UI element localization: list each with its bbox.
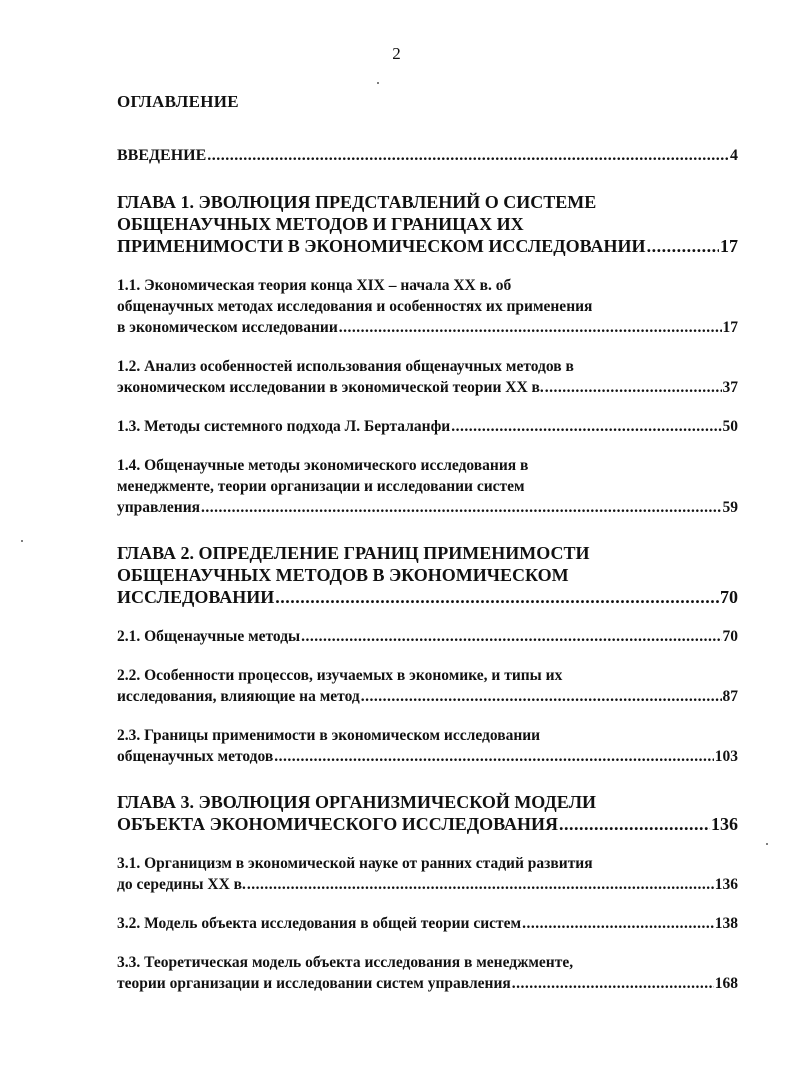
toc-page-number: 136: [711, 814, 738, 834]
toc-entry-line: 2.2. Особенности процессов, изучаемых в экономике, и типы их: [117, 667, 563, 684]
toc-entry-text: ИССЛЕДОВАНИИ: [117, 587, 275, 607]
toc-entry-text: ОБЪЕКТА ЭКОНОМИЧЕСКОГО ИССЛЕДОВАНИЯ: [117, 814, 559, 834]
toc-entry-text: до середины XX в.: [117, 876, 246, 893]
toc-entry-text: общенаучных методов: [117, 748, 274, 765]
dot-leader: [361, 686, 722, 707]
toc-entry-line: 1.4. Общенаучные методы экономического исследования в: [117, 457, 529, 474]
toc-entry-text: в экономическом исследовании: [117, 319, 338, 336]
scan-speck: [377, 82, 379, 84]
toc-entry-text: экономическом исследовании в экономической теории XX в.: [117, 379, 544, 396]
toc-section-entry: [117, 626, 738, 647]
dot-leader: [207, 145, 729, 167]
toc-section-entry: [117, 853, 738, 895]
dot-leader: [274, 746, 714, 767]
toc-entry-line: общенаучных методах исследования и особенностях их применения: [117, 298, 593, 315]
toc-entry-leader-line: [117, 973, 738, 994]
dot-leader: [247, 874, 714, 895]
toc-entry-line: менеджменте, теории организации и исследовании систем: [117, 478, 525, 495]
toc-entry-line: ОБЩЕНАУЧНЫХ МЕТОДОВ И ГРАНИЦАХ ИХ: [117, 214, 524, 234]
toc-page-number: 4: [730, 147, 738, 164]
toc-entry-leader-line: [117, 913, 738, 934]
toc-page-number: 87: [722, 688, 738, 705]
toc-entry-text: ВВЕДЕНИЕ: [117, 147, 207, 164]
toc-entry-leader-line: [117, 377, 738, 398]
toc-entry-leader-line: [117, 586, 738, 608]
toc-entry-line: 3.3. Теоретическая модель объекта исследования в менеджменте,: [117, 954, 574, 971]
toc-section-entry: [117, 356, 738, 398]
scan-speck: [21, 540, 23, 542]
table-of-contents: [117, 145, 738, 994]
toc-page-number: 136: [714, 876, 738, 893]
toc-section-entry: [117, 416, 738, 437]
toc-entry-leader-line: [117, 686, 738, 707]
dot-leader: [522, 913, 714, 934]
toc-entry-leader-line: [117, 235, 738, 257]
toc-entry-text: теории организации и исследовании систем управления: [117, 975, 511, 992]
toc-entry-leader-line: [117, 813, 738, 835]
toc-entry-line: 3.1. Органицизм в экономической науке от ранних стадий развития: [117, 855, 593, 872]
toc-page-number: 168: [714, 975, 738, 992]
toc-chapter-entry: [117, 542, 738, 608]
toc-entry-leader-line: [117, 626, 738, 647]
toc-entry-line: 1.2. Анализ особенностей использования общенаучных методов в: [117, 358, 574, 375]
dot-leader: [451, 416, 721, 437]
toc-entry-text: ПРИМЕНИМОСТИ В ЭКОНОМИЧЕСКОМ ИССЛЕДОВАНИИ: [117, 236, 646, 256]
toc-entry-line: ГЛАВА 1. ЭВОЛЮЦИЯ ПРЕДСТАВЛЕНИЙ О СИСТЕМЕ: [117, 192, 597, 212]
toc-section-entry: [117, 275, 738, 338]
dot-leader: [647, 235, 719, 257]
dot-leader: [275, 586, 719, 608]
toc-page-number: 17: [720, 236, 738, 256]
toc-entry-line: ГЛАВА 2. ОПРЕДЕЛЕНИЕ ГРАНИЦ ПРИМЕНИМОСТИ: [117, 543, 590, 563]
toc-page-number: 70: [720, 587, 738, 607]
toc-page-number: 138: [714, 915, 738, 932]
toc-entry-text: 2.1. Общенаучные методы: [117, 628, 301, 645]
toc-section-entry: [117, 952, 738, 994]
toc-entry-text: исследования, влияющие на метод: [117, 688, 360, 705]
toc-entry-line: ГЛАВА 3. ЭВОЛЮЦИЯ ОРГАНИЗМИЧЕСКОЙ МОДЕЛИ: [117, 792, 596, 812]
toc-page-number: 17: [722, 319, 738, 336]
toc-entry-text: 1.3. Методы системного подхода Л. Берталанфи: [117, 418, 451, 435]
toc-section-entry: [117, 665, 738, 707]
toc-intro-entry: [117, 145, 738, 167]
dot-leader: [339, 317, 722, 338]
toc-entry-line: 2.3. Границы применимости в экономическом исследовании: [117, 727, 541, 744]
dot-leader: [559, 813, 710, 835]
toc-page-number: 59: [722, 499, 738, 516]
toc-entry-leader-line: [117, 746, 738, 767]
scan-speck: [766, 843, 768, 845]
toc-entry-text: 3.2. Модель объекта исследования в общей теории систем: [117, 915, 522, 932]
toc-chapter-entry: [117, 191, 738, 257]
toc-section-entry: [117, 725, 738, 767]
dot-leader: [201, 497, 721, 518]
toc-section-entry: [117, 455, 738, 518]
dot-leader: [512, 973, 714, 994]
toc-page-number: 37: [722, 379, 738, 396]
toc-entry-leader-line: [117, 874, 738, 895]
toc-title: ОГЛАВЛЕНИЕ: [117, 92, 239, 111]
toc-section-entry: [117, 913, 738, 934]
toc-entry-leader-line: [117, 317, 738, 338]
toc-chapter-entry: [117, 791, 738, 835]
page-number: 2: [392, 44, 401, 63]
toc-entry-text: управления: [117, 499, 201, 516]
toc-entry-leader-line: [117, 416, 738, 437]
dot-leader: [301, 626, 721, 647]
toc-entry-line: 1.1. Экономическая теория конца XIX – начала XX в. об: [117, 277, 512, 294]
toc-entry-line: ОБЩЕНАУЧНЫХ МЕТОДОВ В ЭКОНОМИЧЕСКОМ: [117, 565, 569, 585]
toc-page-number: 103: [714, 748, 738, 765]
toc-page-number: 70: [722, 628, 738, 645]
toc-entry-leader-line: [117, 497, 738, 518]
dot-leader: [545, 377, 722, 398]
toc-page-number: 50: [722, 418, 738, 435]
toc-entry-leader-line: [117, 145, 738, 167]
